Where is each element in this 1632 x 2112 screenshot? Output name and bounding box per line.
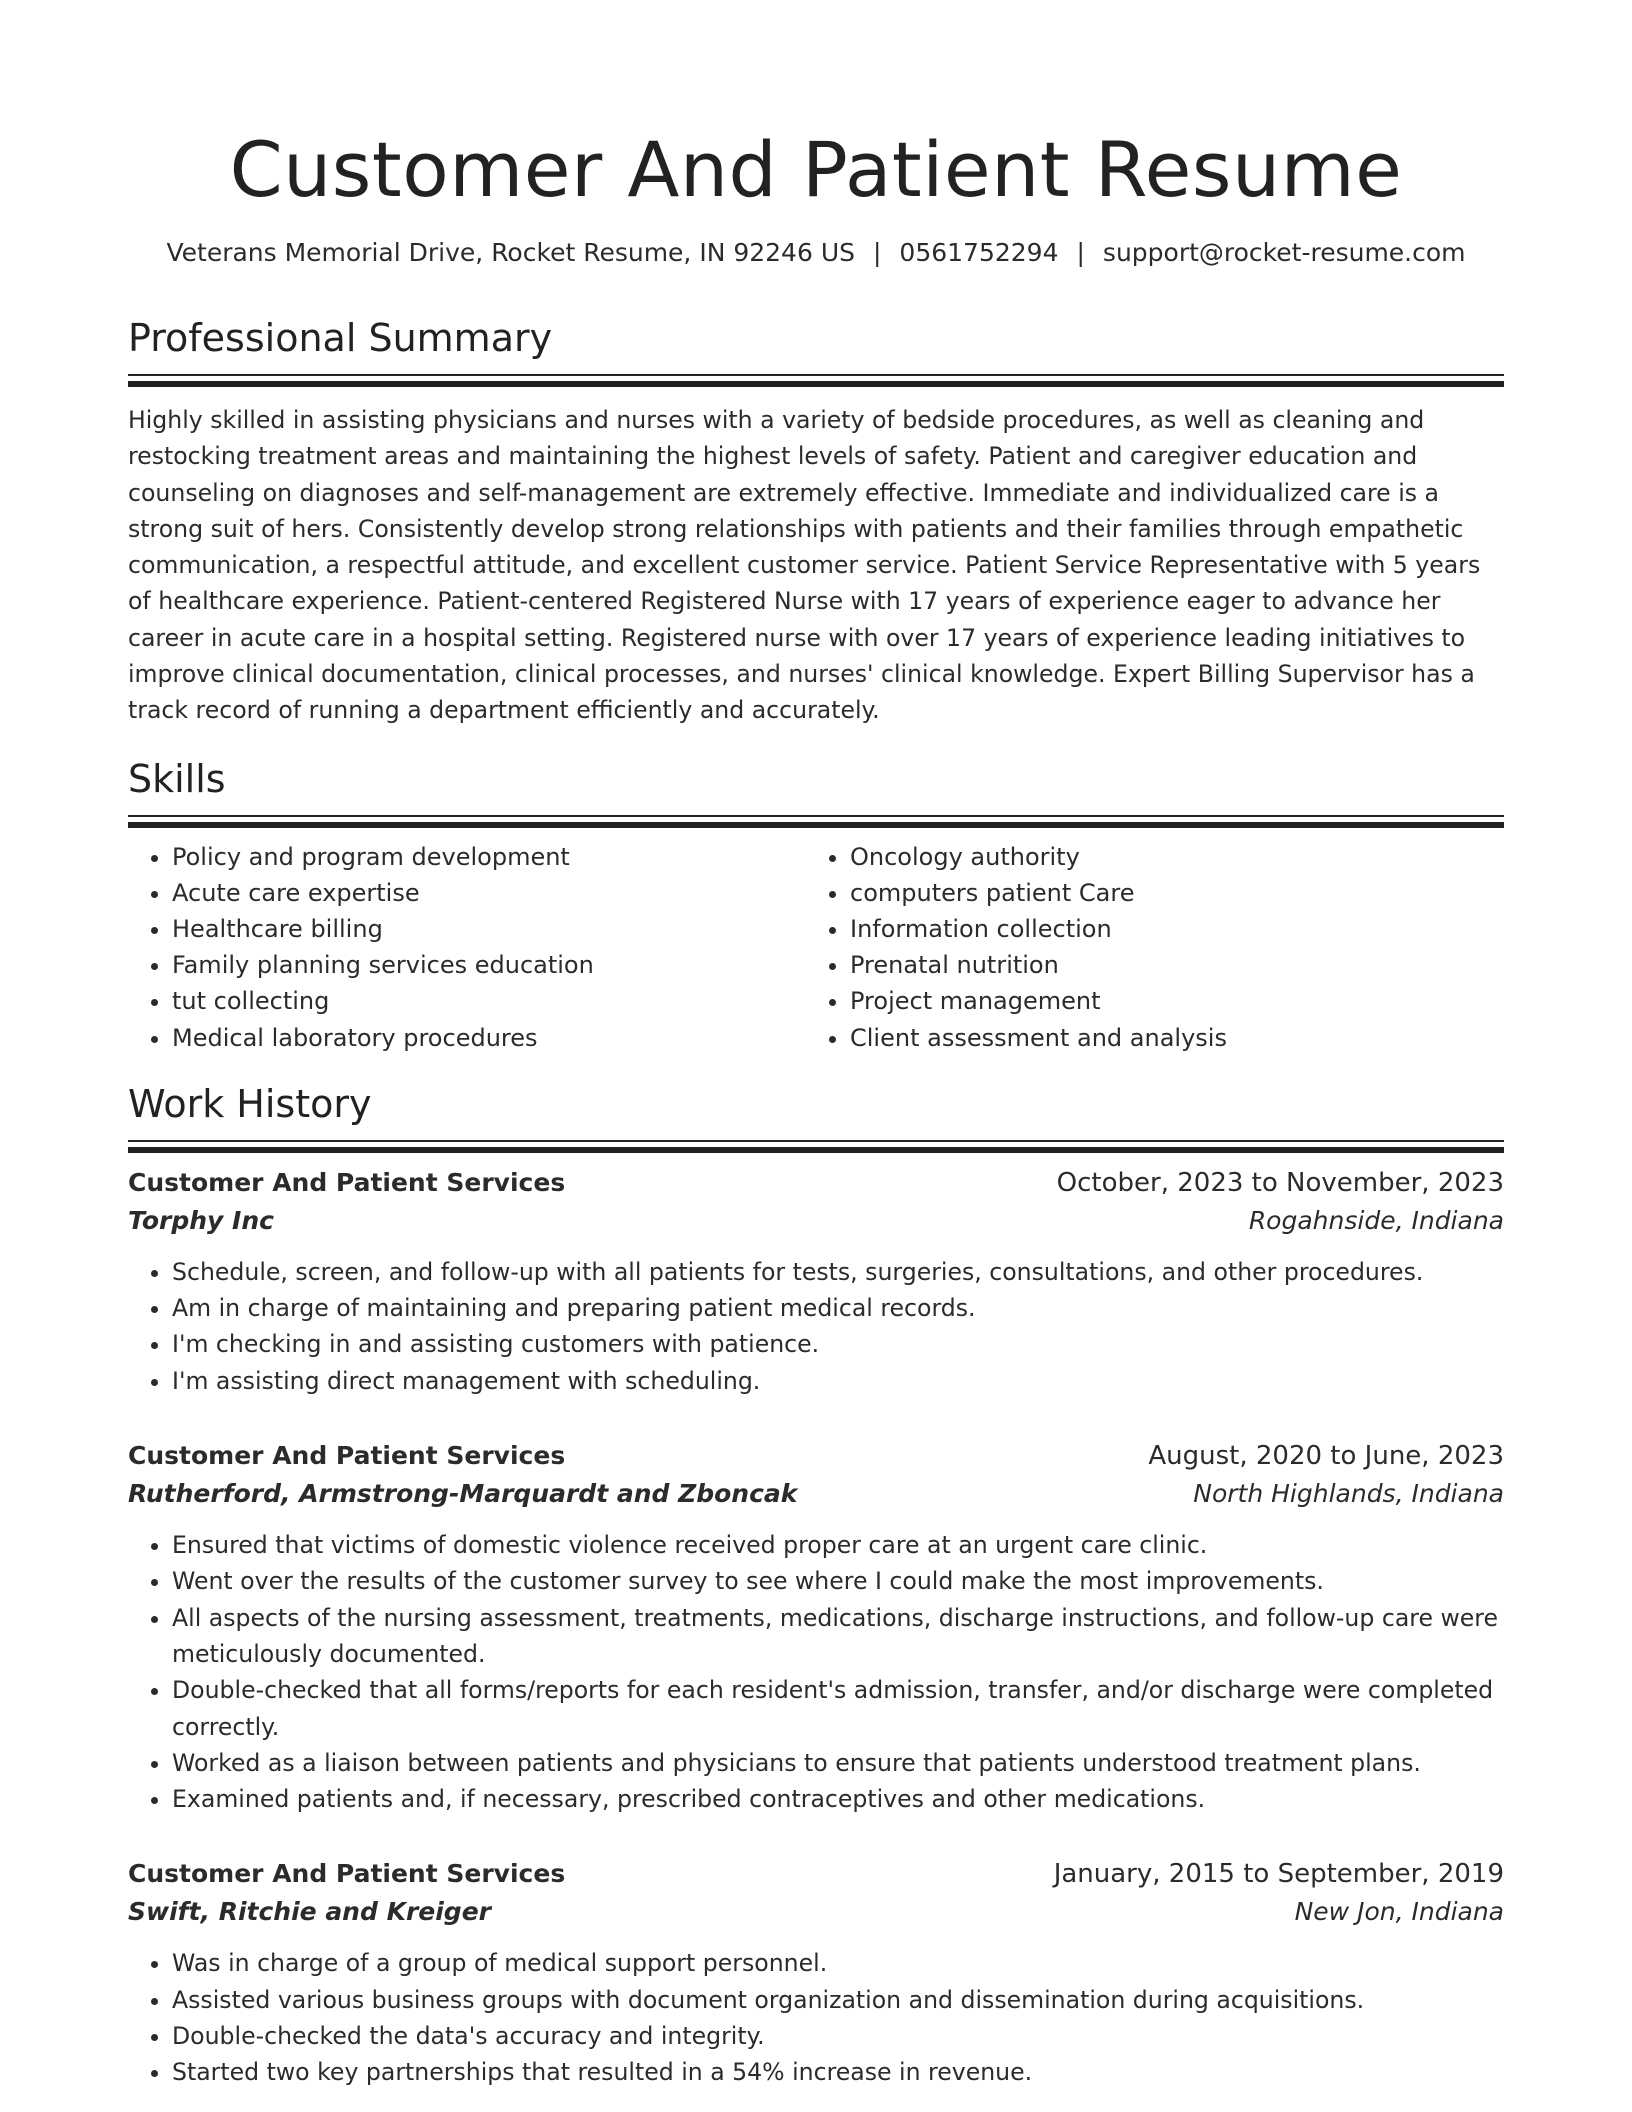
job-bullet: • Worked as a liaison between patients and physicians to ensure that patients understood treatment plans. [172, 1745, 1504, 1781]
job-header [128, 1437, 1504, 1475]
job-bullets [128, 1527, 1504, 1817]
contact-phone: 0561752294 [899, 238, 1059, 267]
skill-item: • Family planning services education [172, 947, 806, 983]
skill-item: • Client assessment and analysis [850, 1020, 1484, 1056]
job-bullets [128, 1254, 1504, 1399]
skill-item: • Information collection [850, 911, 1484, 947]
job-bullet: • All aspects of the nursing assessment, treatments, medications, discharge instructions, and follow-up care were meticulously documented. [172, 1600, 1504, 1673]
section-title-work: Work History [128, 1081, 372, 1126]
contact-line [128, 236, 1504, 270]
contact-email: support@rocket-resume.com [1102, 238, 1466, 267]
job-location: North Highlands, Indiana [1193, 1479, 1504, 1509]
job-bullet: • I'm checking in and assisting customers with patience. [172, 1326, 1504, 1362]
section-divider [128, 1140, 1504, 1142]
section-divider [128, 374, 1504, 376]
job-subheader [128, 1893, 1504, 1931]
professional-summary-section [128, 314, 1504, 729]
skills-grid [128, 839, 1504, 1056]
job-subheader [128, 1202, 1504, 1240]
skills-column-right [806, 839, 1484, 1056]
contact-separator: | [1076, 238, 1085, 267]
skill-item: • Healthcare billing [172, 911, 806, 947]
job-bullet: • Assisted various business groups with document organization and dissemination during acquisitions. [172, 1982, 1504, 2018]
section-title-summary: Professional Summary [128, 316, 553, 360]
job-dates: October, 2023 to November, 2023 [1056, 1167, 1504, 1198]
job-location: Rogahnside, Indiana [1248, 1205, 1504, 1235]
skill-item: • computers patient Care [850, 875, 1484, 911]
job-bullet: • I'm assisting direct management with scheduling. [172, 1363, 1504, 1399]
job-title: Customer And Patient Services [128, 1167, 566, 1197]
job-bullet: • Schedule, screen, and follow-up with all patients for tests, surgeries, consultations, and other procedures. [172, 1254, 1504, 1290]
job-bullet: • Went over the results of the customer survey to see where I could make the most improvements. [172, 1563, 1504, 1599]
job-header [128, 1164, 1504, 1202]
section-divider [128, 815, 1504, 817]
job-bullet: • Examined patients and, if necessary, prescribed contraceptives and other medications. [172, 1781, 1504, 1817]
job-bullet: • Was in charge of a group of medical support personnel. [172, 1945, 1504, 1981]
job-company: Rutherford, Armstrong-Marquardt and Zboncak [128, 1479, 798, 1509]
job-company: Torphy Inc [128, 1205, 274, 1235]
job-entry [128, 1855, 1504, 2090]
skill-item: • Acute care expertise [172, 875, 806, 911]
contact-address: Veterans Memorial Drive, Rocket Resume, IN 92246 US [166, 238, 855, 267]
job-location: New Jon, Indiana [1294, 1897, 1504, 1927]
job-bullet: • Started two key partnerships that resulted in a 54% increase in revenue. [172, 2054, 1504, 2090]
job-bullet: • Am in charge of maintaining and preparing patient medical records. [172, 1290, 1504, 1326]
skill-item: • Prenatal nutrition [850, 947, 1484, 983]
section-title-skills: Skills [128, 756, 226, 801]
skill-item: • Policy and program development [172, 839, 806, 875]
summary-text: Highly skilled in assisting physicians and nurses with a variety of bedside procedures, as well as cleaning and restocking treatment areas and maintaining the highest levels of safety. Patient and caregiver education and counseling on diagnoses and self-management are extremely effective. Immediate and individualized care is a strong suit of hers. Consistently develop strong relationships with patients and their families through empathetic communication, a respectful attitude, and excellent customer service. Patient Service Representative with 5 years of healthcare experience. Patient-centered Registered Nurse with 17 years of experience eager to advance her career in acute care in a hospital setting. Registered nurse with over 17 years of experience leading initiatives to improve clinical documentation, clinical processes, and nurses' clinical knowledge. Expert Billing Supervisor has a track record of running a department efficiently and accurately. [128, 406, 1481, 725]
skill-item: • tut collecting [172, 983, 806, 1019]
job-bullet: • Ensured that victims of domestic violence received proper care at an urgent care clinic. [172, 1527, 1504, 1563]
resume-name: Customer And Patient Resume [229, 125, 1403, 214]
job-bullet: • Double-checked the data's accuracy and integrity. [172, 2018, 1504, 2054]
job-dates: August, 2020 to June, 2023 [1148, 1441, 1504, 1472]
job-title: Customer And Patient Services [128, 1859, 566, 1889]
skills-section [128, 755, 1504, 1056]
skill-item: • Medical laboratory procedures [172, 1020, 806, 1056]
job-bullets [128, 1945, 1504, 2090]
work-history-section [128, 1080, 1504, 2091]
job-title: Customer And Patient Services [128, 1441, 566, 1471]
skill-item: • Oncology authority [850, 839, 1484, 875]
contact-separator: | [872, 238, 882, 267]
job-entry [128, 1164, 1504, 1399]
job-header [128, 1855, 1504, 1893]
skills-column-left [128, 839, 806, 1056]
skill-item: • Project management [850, 983, 1484, 1019]
job-subheader [128, 1475, 1504, 1513]
job-company: Swift, Ritchie and Kreiger [128, 1897, 491, 1927]
job-bullet: • Double-checked that all forms/reports for each resident's admission, transfer, and/or discharge were completed correctly. [172, 1672, 1504, 1745]
job-dates: January, 2015 to September, 2019 [1053, 1859, 1504, 1890]
job-entry [128, 1437, 1504, 1817]
resume-page [128, 0, 1504, 2091]
